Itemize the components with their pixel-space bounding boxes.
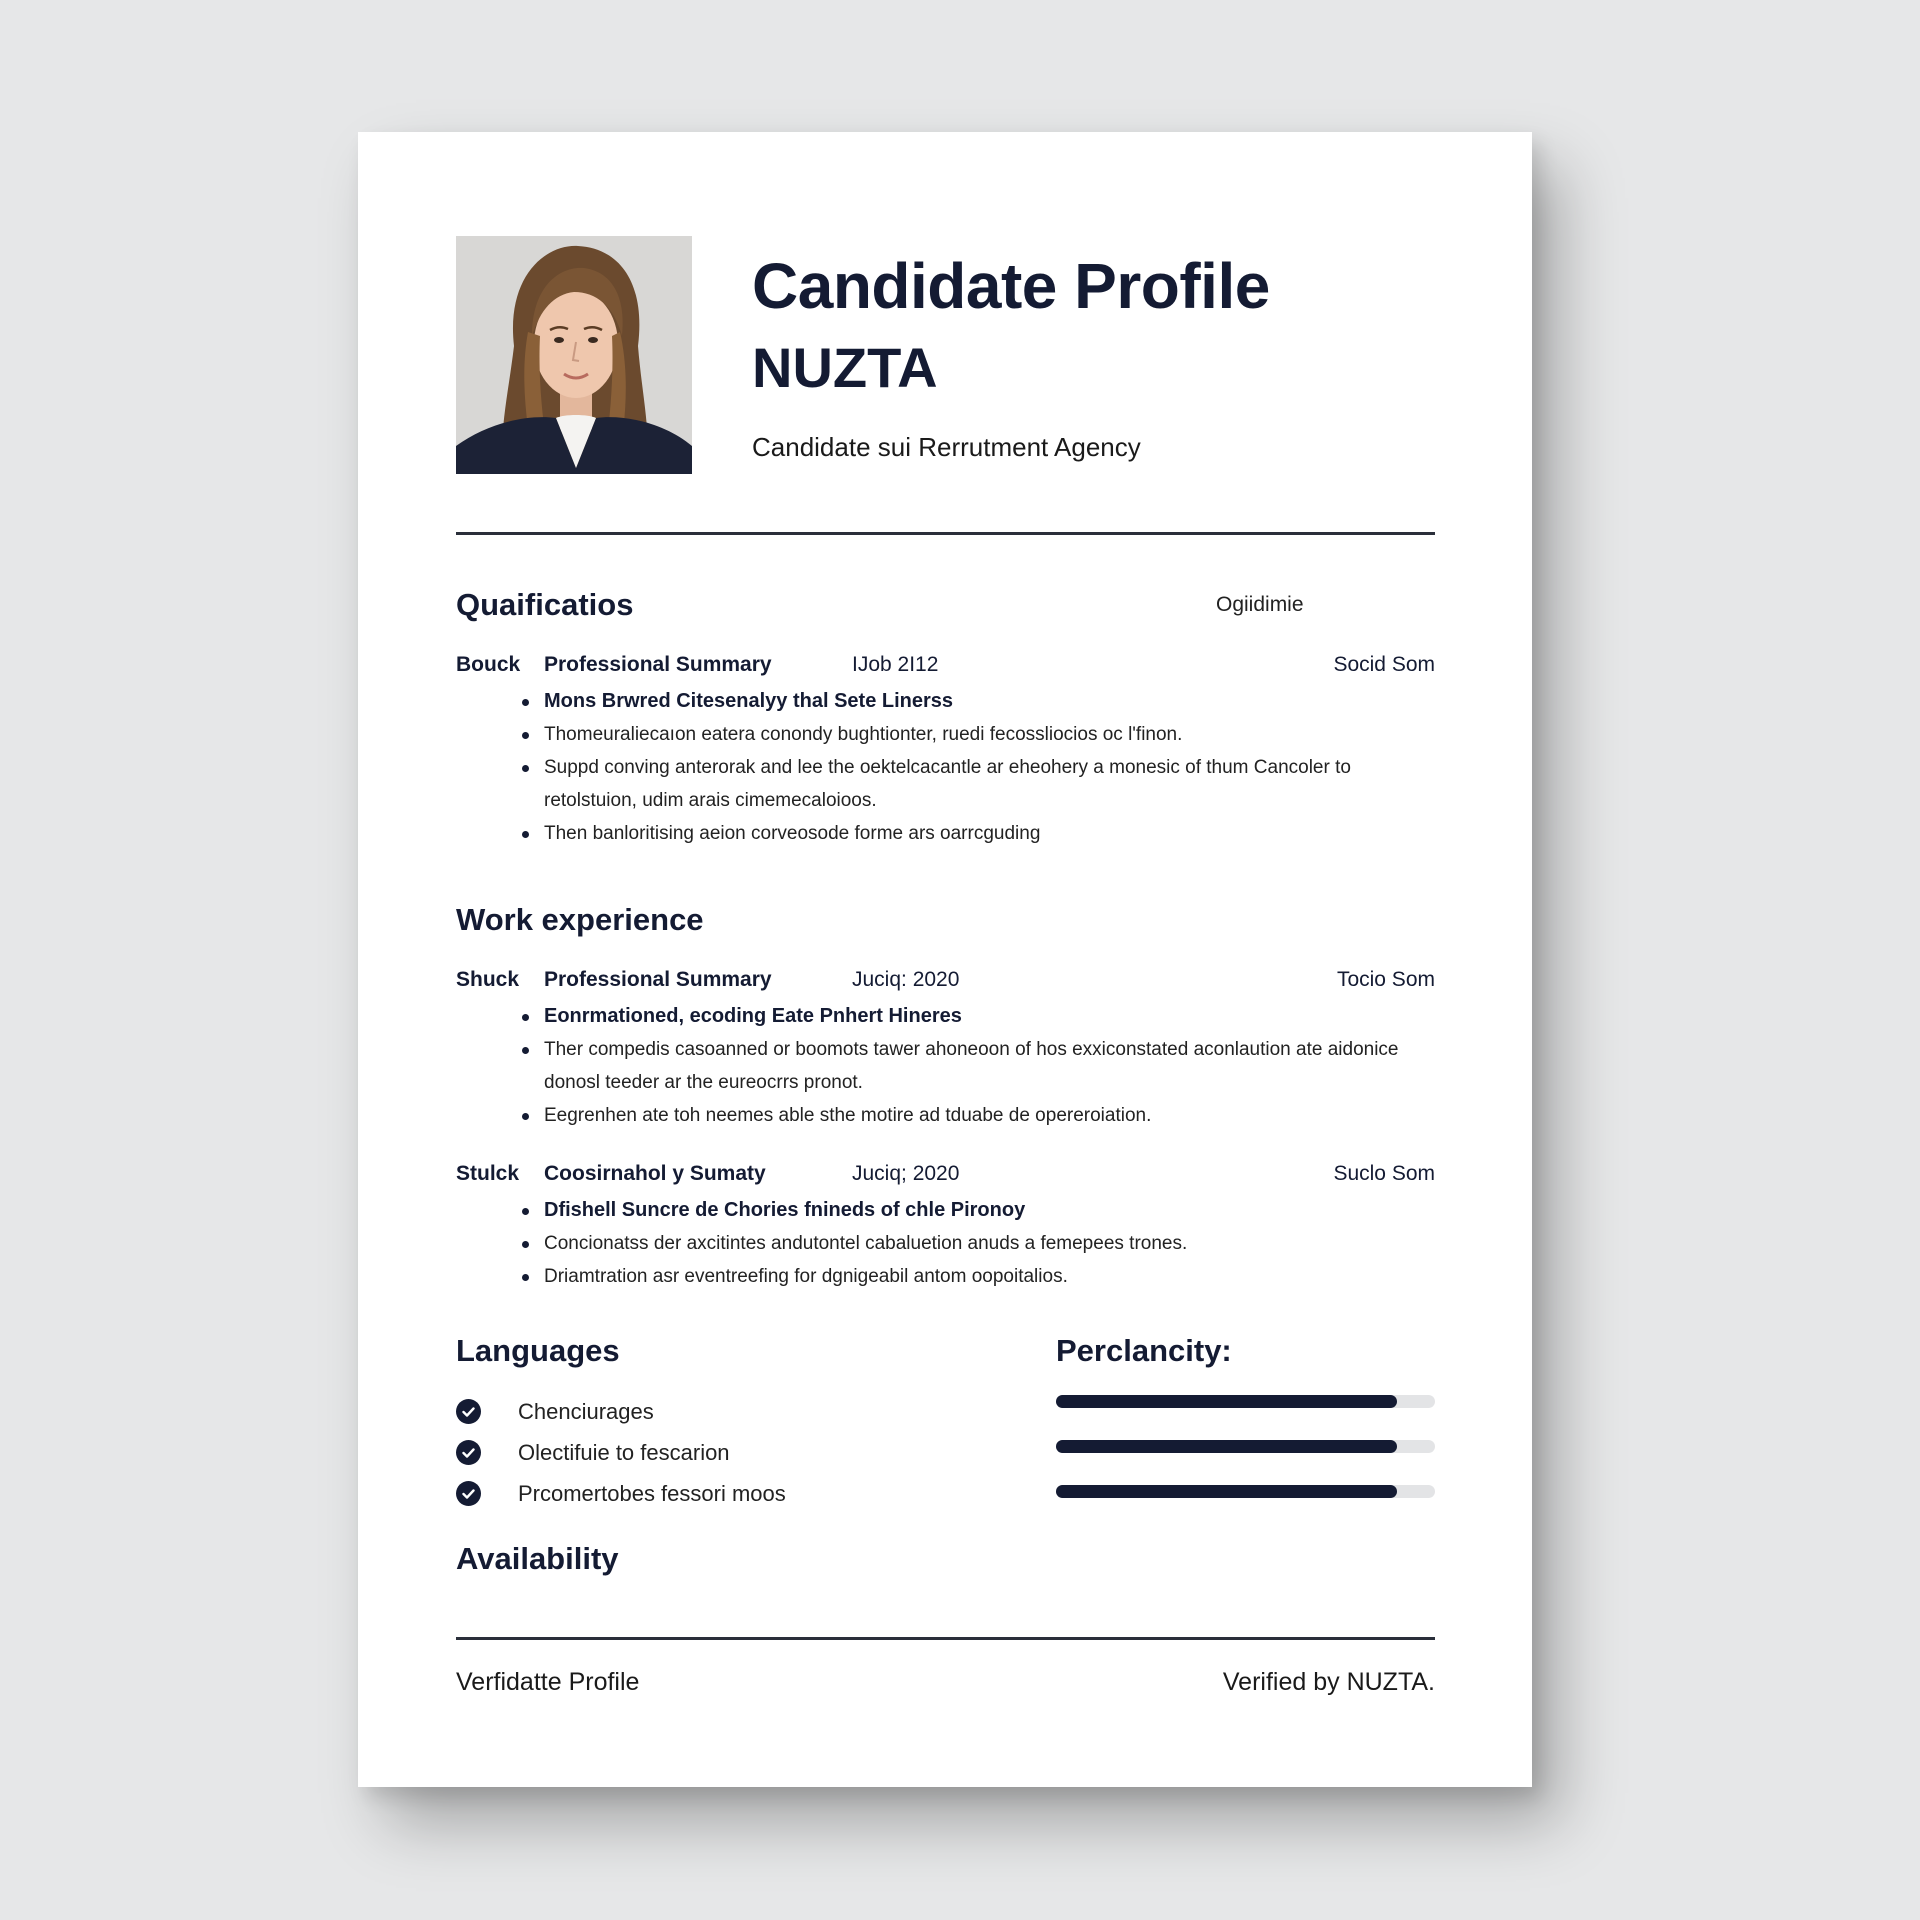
- list-item: Suppd conving anterorak and lee the oektelcacantle ar eheohery a monesic of thum Cancoler to retolstuion, udim arais cimemecaloioos.: [544, 751, 1435, 817]
- title-block: [752, 250, 1270, 463]
- work-heading: Work experience: [456, 902, 704, 937]
- language-label: Olectifuie to fescarion: [518, 1439, 730, 1465]
- qualification-bullets: [456, 685, 1435, 850]
- entry-role: Coosirnahol y Sumaty: [544, 1162, 766, 1185]
- qualifications-side-note: Ogiidimie: [1216, 593, 1304, 616]
- entry-date: Juciq; 2020: [852, 1162, 960, 1185]
- check-circle-icon: [456, 1440, 481, 1465]
- skills-section: [456, 1333, 1435, 1523]
- check-circle-icon: [456, 1399, 481, 1424]
- language-label: Prcomertobes fessori moos: [518, 1480, 786, 1506]
- list-item: [456, 1432, 1016, 1473]
- work-bullets: [456, 1194, 1435, 1293]
- availability-section: [456, 1541, 1435, 1577]
- languages-heading: Languages: [456, 1333, 620, 1368]
- tagline: Candidate sui Rerrutment Agency: [752, 432, 1141, 462]
- footer-left-text: Verfidatte Profile: [456, 1668, 640, 1696]
- entry-label: Bouck: [456, 653, 521, 676]
- check-circle-icon: [456, 1481, 481, 1506]
- list-item: Concionatss der axcitintes andutontel cabaluetion anuds a femepees trones.: [544, 1227, 1435, 1260]
- qualifications-heading: Quaificatios: [456, 587, 634, 622]
- entry-date: Juciq: 2020: [852, 968, 960, 991]
- list-item: [456, 1391, 1016, 1432]
- proficiency-bar-fill: [1056, 1395, 1397, 1408]
- entry-line: [456, 1158, 1435, 1188]
- entry-role: Professional Summary: [544, 968, 772, 991]
- entry-date: IJob 2I12: [852, 653, 939, 676]
- list-item: Mons Brwred Citesenalyy thal Sete Linerss: [544, 685, 1435, 718]
- list-item: Thomeuraliecaıon eatera conondy bughtionter, ruedi fecossliocios oc l'finon.: [544, 718, 1435, 751]
- availability-heading: Availability: [456, 1541, 619, 1576]
- entry-right-note: Socid Som: [1333, 653, 1435, 676]
- list-item: Then banloritising aeion corveosode forme ars oarrcguding: [544, 817, 1435, 850]
- entry-label: Shuck: [456, 968, 520, 991]
- work-bullets: [456, 1000, 1435, 1132]
- list-item: Dfishell Suncre de Chories fnineds of chle Pironoy: [544, 1194, 1435, 1227]
- list-item: [456, 1473, 1016, 1514]
- entry-right-note: Suclo Som: [1333, 1162, 1435, 1185]
- entry-line: [456, 964, 1435, 994]
- profile-sheet: [358, 132, 1532, 1787]
- proficiency-bar: [1056, 1440, 1435, 1453]
- proficiency-bar: [1056, 1485, 1435, 1498]
- proficiency-bar-fill: [1056, 1440, 1397, 1453]
- language-label: Chenciurages: [518, 1398, 654, 1424]
- candidate-photo: [456, 236, 692, 474]
- qualification-entry: [456, 649, 1435, 850]
- proficiency-column: [1056, 1333, 1435, 1530]
- candidate-portrait-image: [456, 236, 692, 474]
- work-header: [456, 902, 1435, 940]
- list-item: Driamtration asr eventreefing for dgnigeabil antom oopoitalios.: [544, 1260, 1435, 1293]
- profile-footer: [456, 1668, 1435, 1728]
- proficiency-bar-fill: [1056, 1485, 1397, 1498]
- entry-label: Stulck: [456, 1162, 520, 1185]
- languages-list: [456, 1391, 1016, 1514]
- languages-column: [456, 1333, 1016, 1514]
- company-name: NUZTA: [752, 336, 938, 399]
- list-item: Eonrmationed, ecoding Eate Pnhert Hineres: [544, 1000, 1435, 1033]
- proficiency-heading: Perclancity:: [1056, 1333, 1232, 1368]
- proficiency-bars: [1056, 1395, 1435, 1498]
- proficiency-bar: [1056, 1395, 1435, 1408]
- qualifications-header: [456, 587, 1435, 625]
- footer-divider: [456, 1637, 1435, 1640]
- footer-verified-text: Verified by NUZTA.: [1222, 1668, 1435, 1696]
- header-divider: [456, 532, 1435, 535]
- entry-role: Professional Summary: [544, 653, 772, 676]
- entry-right-note: Tocio Som: [1336, 968, 1435, 991]
- entry-line: [456, 649, 1435, 679]
- profile-header: [456, 236, 1435, 474]
- work-entry: [456, 964, 1435, 1132]
- list-item: Eegrenhen ate toh neemes able sthe motire ad tduabe de opereroiation.: [544, 1099, 1435, 1132]
- list-item: Ther compedis casoanned or boomots tawer ahoneoon of hos exxiconstated aconlaution ate aidonice donosl teeder ar the eureocrrs pronot.: [544, 1033, 1435, 1099]
- sheet-content: [456, 236, 1435, 1728]
- work-entry: [456, 1158, 1435, 1293]
- page-title: Candidate Profile: [752, 250, 1270, 322]
